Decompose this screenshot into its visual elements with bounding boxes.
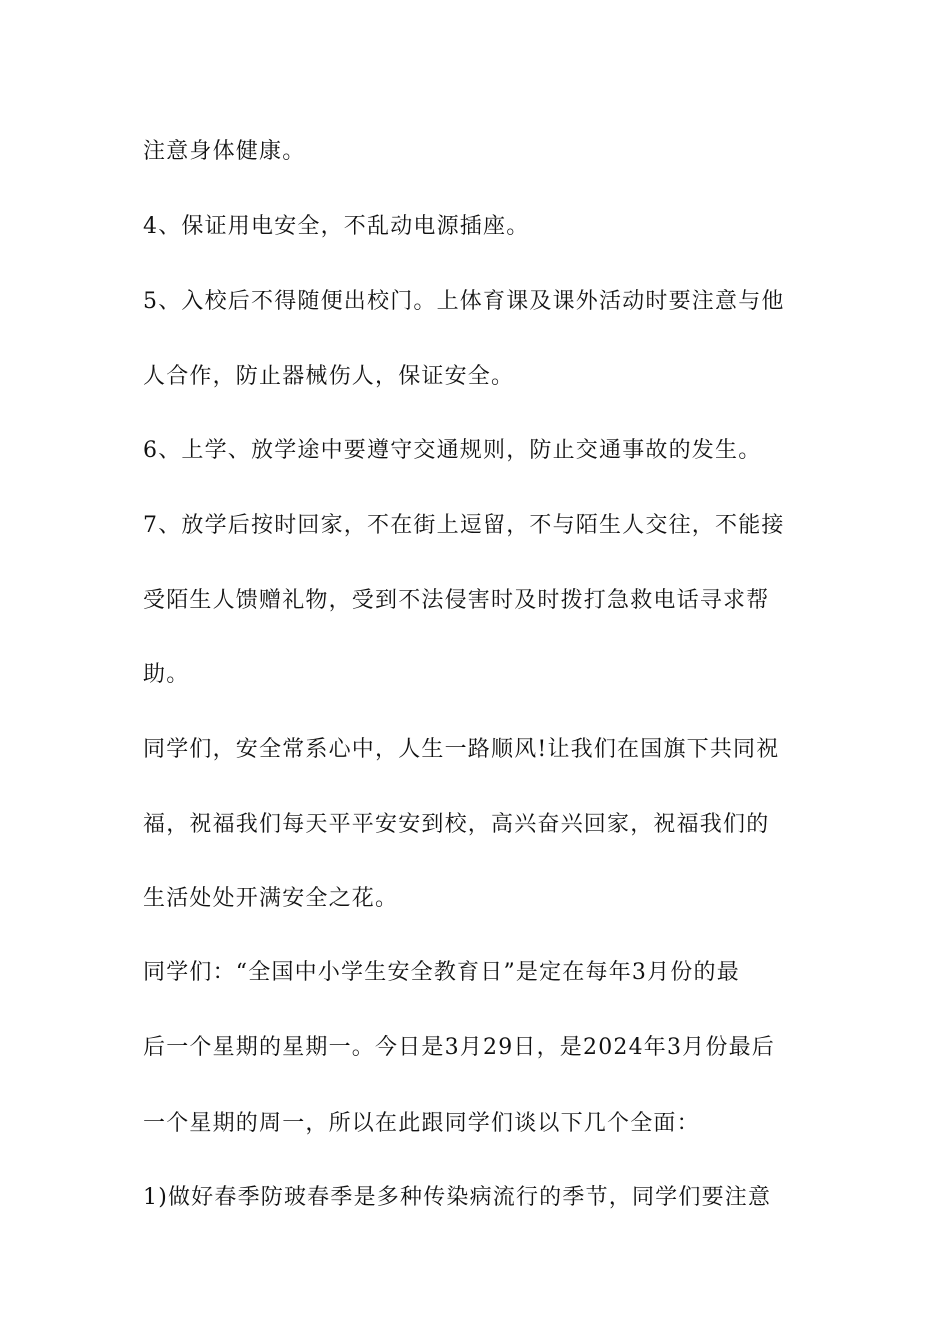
text-line: 生活处处开满安全之花。	[143, 886, 399, 911]
text-line: 后一个星期的星期一。今日是3月29日，是2024年3月份最后	[143, 1035, 775, 1060]
text-line: 一个星期的周一，所以在此跟同学们谈以下几个全面：	[143, 1111, 700, 1136]
text-line: 同学们：“全国中小学生安全教育日”是定在每年3月份的最	[143, 960, 740, 985]
text-line: 7、放学后按时回家，不在街上逗留，不与陌生人交往，不能接	[143, 513, 785, 538]
text-line: 注意身体健康。	[143, 139, 306, 164]
text-line: 助。	[143, 662, 190, 687]
text-line: 人合作，防止器械伤人，保证安全。	[143, 364, 515, 389]
text-line: 1)做好春季防玻春季是多种传染病流行的季节，同学们要注意	[143, 1185, 772, 1210]
text-line: 福，祝福我们每天平平安安到校，高兴奋兴回家，祝福我们的	[143, 812, 770, 837]
text-line: 6、上学、放学途中要遵守交通规则，防止交通事故的发生。	[143, 438, 762, 463]
text-line: 同学们，安全常系心中，人生一路顺风!让我们在国旗下共同祝	[143, 737, 780, 762]
text-line: 5、入校后不得随便出校门。上体育课及课外活动时要注意与他	[143, 289, 785, 314]
text-line: 受陌生人馈赠礼物，受到不法侵害时及时拨打急救电话寻求帮	[143, 588, 770, 613]
text-line: 4、保证用电安全，不乱动电源插座。	[143, 214, 530, 239]
